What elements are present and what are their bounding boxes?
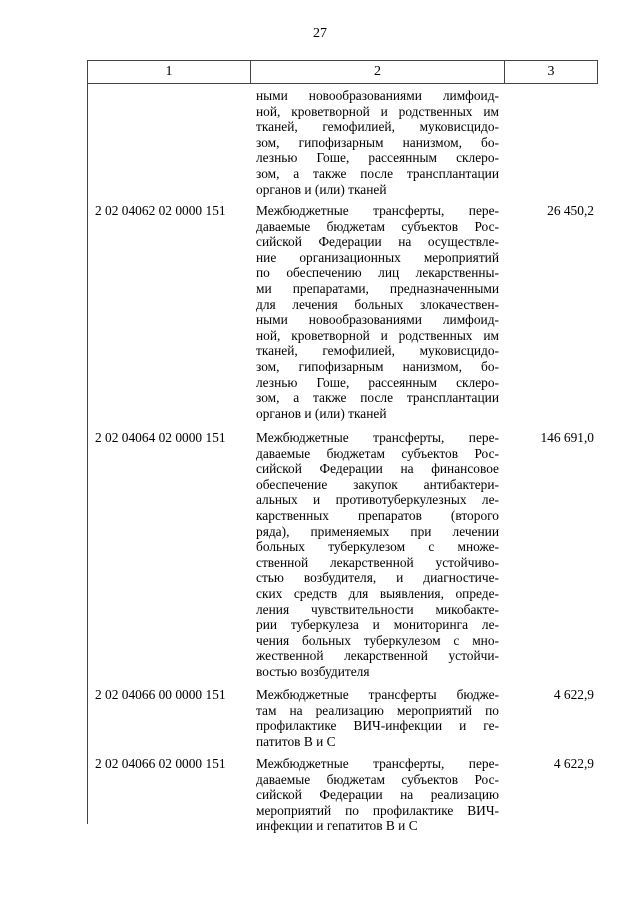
column-header-3: 3 bbox=[547, 64, 555, 79]
description-line: ских средств для выявления, опреде- bbox=[256, 585, 499, 601]
amount-value: 26 450,2 bbox=[547, 203, 594, 218]
description-line: обеспечение закупок антибактери- bbox=[256, 476, 499, 492]
description-line: сийской Федерации на финансовое bbox=[256, 461, 499, 477]
amount-value: 4 622,9 bbox=[553, 687, 594, 702]
budget-code: 2 02 04066 00 0000 151 bbox=[95, 687, 226, 702]
description-line: ми препаратами, предназначенными bbox=[256, 280, 499, 296]
description-line: Межбюджетные трансферты, пере- bbox=[256, 756, 499, 771]
description-line: ряда), применяемых при лечении bbox=[256, 523, 499, 539]
description-line: органов и (или) тканей bbox=[256, 405, 387, 421]
description-line: зом, а также после трансплантации bbox=[256, 165, 499, 181]
description-line: профилактике ВИЧ-инфекции и ге- bbox=[256, 718, 499, 734]
description-line: сийской Федерации на осуществле- bbox=[256, 234, 499, 250]
description-line: ными новообразованиями лимфоид- bbox=[256, 312, 499, 328]
description-line: даваемые бюджетам субъектов Рос- bbox=[256, 445, 499, 461]
column-header-2: 2 bbox=[251, 61, 505, 83]
description-line: по обеспечению лиц лекарственны- bbox=[256, 265, 499, 281]
description-line: ственной лекарственной устойчиво- bbox=[256, 554, 499, 570]
description-line: органов и (или) тканей bbox=[256, 181, 387, 197]
row-description bbox=[256, 687, 499, 749]
description-line: даваемые бюджетам субъектов Рос- bbox=[256, 218, 499, 234]
description-line: лезнью Гоше, рассеянным склеро- bbox=[256, 374, 499, 390]
description-line: там на реализацию мероприятий по bbox=[256, 702, 499, 718]
table-header bbox=[87, 60, 598, 84]
amount-value: 4 622,9 bbox=[553, 756, 594, 771]
budget-code: 2 02 04062 02 0000 151 bbox=[95, 203, 226, 218]
description-line: зом, а также после трансплантации bbox=[256, 390, 499, 406]
description-line: стью возбудителя, и диагностиче- bbox=[256, 570, 499, 586]
description-line: чения больных туберкулезом с мно- bbox=[256, 632, 499, 648]
description-line: ными новообразованиями лимфоид- bbox=[256, 88, 499, 103]
description-line: ной, кроветворной и родственных им bbox=[256, 327, 499, 343]
description-line: альных и противотуберкулезных ле- bbox=[256, 492, 499, 508]
description-line: зом, гипофизарным нанизмом, бо- bbox=[256, 358, 499, 374]
description-line: ления чувствительности микобакте- bbox=[256, 601, 499, 617]
description-line: жественной лекарственной устойчи- bbox=[256, 648, 499, 664]
description-line: Межбюджетные трансферты, пере- bbox=[256, 430, 499, 445]
continued-description bbox=[256, 88, 499, 197]
row-description bbox=[256, 430, 499, 680]
page-number: 27 bbox=[313, 26, 327, 41]
column-header-1: 1 bbox=[88, 61, 251, 83]
description-line: ние организационных мероприятий bbox=[256, 249, 499, 265]
description-line: даваемые бюджетам субъектов Рос- bbox=[256, 771, 499, 787]
description-line: для лечения больных злокачествен- bbox=[256, 296, 499, 312]
description-line: Межбюджетные трансферты, пере- bbox=[256, 203, 499, 218]
description-line: востью возбудителя bbox=[256, 663, 370, 679]
description-line: зом, гипофизарным нанизмом, бо- bbox=[256, 134, 499, 150]
description-line: мероприятий по профилактике ВИЧ- bbox=[256, 802, 499, 818]
description-line: сийской Федерации на реализацию bbox=[256, 787, 499, 803]
description-line: ной, кроветворной и родственных им bbox=[256, 103, 499, 119]
description-line: рии туберкулеза и мониторинга ле- bbox=[256, 617, 499, 633]
row-description bbox=[256, 203, 499, 421]
description-line: инфекции и гепатитов В и С bbox=[256, 818, 418, 834]
table-border-left bbox=[87, 84, 88, 824]
amount-value: 146 691,0 bbox=[540, 430, 594, 445]
description-line: Межбюджетные трансферты бюдже- bbox=[256, 687, 499, 702]
description-line: патитов В и С bbox=[256, 733, 336, 749]
description-line: тканей, гемофилией, муковисцидо- bbox=[256, 343, 499, 359]
budget-code: 2 02 04066 02 0000 151 bbox=[95, 756, 226, 771]
budget-code: 2 02 04064 02 0000 151 bbox=[95, 430, 226, 445]
description-line: карственных препаратов (второго bbox=[256, 507, 499, 523]
description-line: лезнью Гоше, рассеянным склеро- bbox=[256, 150, 499, 166]
row-description bbox=[256, 756, 499, 834]
description-line: больных туберкулезом с множе- bbox=[256, 539, 499, 555]
description-line: тканей, гемофилией, муковисцидо- bbox=[256, 119, 499, 135]
